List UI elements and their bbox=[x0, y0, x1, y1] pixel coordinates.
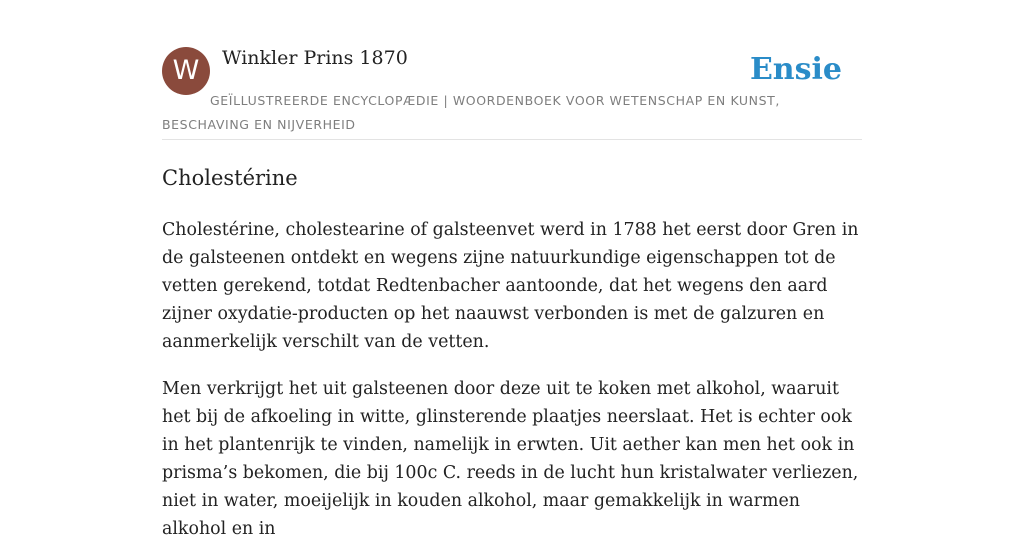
source-header bbox=[162, 46, 862, 140]
article-paragraph: Men verkrijgt het uit galsteenen door deze uit te koken met alkohol, waaruit het bij de afkoeling in witte, glinsterende plaatjes neerslaat. Het is echter ook in het plantenrijk te vinden, namelijk in erwten. Uit aether kan men het ook in prisma’s bekomen, die bij 100c C. reeds in de lucht hun kristalwater verliezen, niet in water, moeijelijk in kouden alkohol, maar gemakkelijk in warmen alkohol en in bbox=[162, 379, 859, 539]
source-title-link[interactable]: Winkler Prins 1870 bbox=[222, 47, 408, 69]
article-paragraph: Cholestérine, cholestearine of galsteenvet werd in 1788 het eerst door Gren in de galsteenen ontdekt en wegens zijne natuurkundige eigenschappen tot de vetten gerekend, totdat Redtenbacher aantoonde, dat het wegens den aard zijner oxydatie-producten op het naauwst verbonden is met de galzuren en aanmerkelijk verschilt van de vetten. bbox=[162, 220, 859, 352]
ensie-logo-link[interactable]: Ensie bbox=[749, 52, 842, 87]
article-title: Cholestérine bbox=[162, 166, 298, 190]
source-avatar[interactable]: W bbox=[162, 47, 210, 95]
article bbox=[162, 160, 862, 543]
source-subtitle: GEÏLLUSTREERDE ENCYCLOPÆDIE | WOORDENBOEK VOOR WETENSCHAP EN KUNST, BESCHAVING EN NIJVERHEID bbox=[162, 93, 780, 132]
